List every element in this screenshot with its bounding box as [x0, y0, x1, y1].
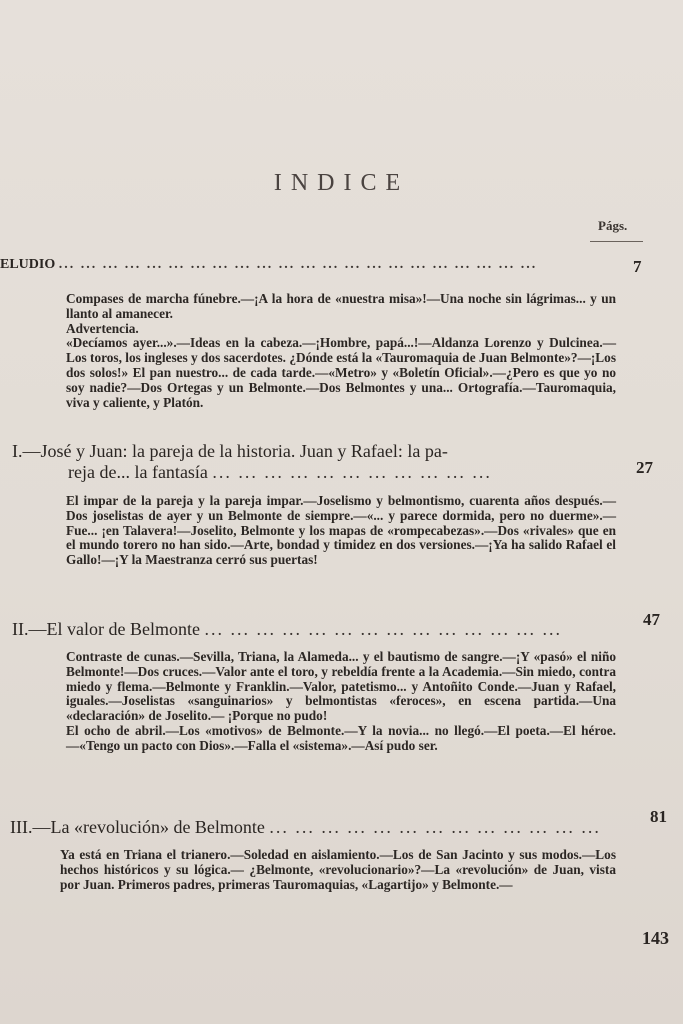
summary-paragraph: Ya está en Triana el trianero.—Soledad en aislamiento.—Los de San Jacinto y sus modos.—Los hechos históricos y su lógica.— ¿Belmonte, «revolucionario»?—La «revolución» de Juan, vista por Juan. Primeros padres, primeras Tauromaquias, «Lagartijo» y Belmonte.— [60, 847, 616, 892]
toc-leader-dots: ... ... ... ... ... ... ... ... ... ... ... ... ... ... ... ... ... ... ... ... ... ... [58, 257, 538, 272]
summary-paragraph: Contraste de cunas.—Sevilla, Triana, la Alameda... y el bautismo de sangre.—¡Y «pasó» el niño Belmonte!—Dos cruces.—Valor ante el toro, y rebeldía frente a la Academia.—Sin miedo, contra miedo y flema.—Belmonte y Franklin.—Valor, patetismo... y Antoñito Conde.—Juan y Rafael, iguales.—Joselistas «sanguinarios» y belmontistas «feroces», en escena partida.—Una «declaración» de Joselito.— ¡Porque no pudo! [66, 649, 616, 724]
toc-entry-label: III.—La «revolución» de Belmonte [10, 817, 265, 837]
toc-leader-dots: ... ... ... ... ... ... ... ... ... ... ... [212, 462, 492, 482]
page-title: INDICE [273, 170, 410, 196]
toc-entry-label: II.—El valor de Belmonte [12, 619, 200, 639]
pages-column-label: Págs. [598, 218, 628, 233]
summary-paragraph: El ocho de abril.—Los «motivos» de Belmonte.—Y la novia... no llegó.—El poeta.—El héroe.—«Tengo un pacto con Dios».—Falla el «sistema».—Así pudo ser. [66, 722, 616, 753]
summary-paragraph: El impar de la pareja y la pareja impar.—Joselismo y belmontismo, cuarenta años después.—Dos joselistas de ayer y un Belmonte de siempre.—«... y parece dormida, pero no duerme».—Fue... ¡en Talavera!—Joselito, Belmonte y los mapas de «rompecabezas».—Dos «rivales» que en el mundo torero no han sido.—Arte, bondad y timidez en dos versiones.—¡Ya ha salido Rafael el Gallo!—¡Y la Maestranza cerró sus puertas! [66, 493, 616, 568]
toc-leader-dots: ... ... ... ... ... ... ... ... ... ... ... ... ... ... [204, 619, 562, 639]
toc-entry-title [12, 619, 622, 640]
toc-entry-summary [66, 292, 616, 410]
toc-entry-title [0, 257, 610, 273]
toc-entry-summary [60, 848, 616, 892]
toc-entry-page: 7 [633, 257, 642, 276]
toc-entry-page: 81 [650, 807, 667, 826]
toc-entry-title [10, 817, 620, 838]
summary-paragraph: «Decíamos ayer...».—Ideas en la cabeza.—¡Hombre, papá...!—Aldanza Lorenzo y Dulcinea.—Los toros, los ingleses y dos sacerdotes. ¿Dónde está la «Tauromaquia de Juan Belmonte»?—¡Los dos solos!» El pan nuestro... de cada tarde.—«Metro» y «Boletín Oficial».—¿Pero es que yo no soy nadie?—Dos Ortegas y un Belmonte.—Dos Belmontes y una... Ortografía.—Tauromaquia, viva y caliente, y Platón. [66, 335, 616, 410]
toc-leader-dots: ... ... ... ... ... ... ... ... ... ... ... ... ... [269, 817, 601, 837]
summary-paragraph: Advertencia. [66, 320, 139, 336]
toc-entry-title [12, 441, 612, 483]
toc-entry-label: ELUDIO [0, 257, 56, 272]
toc-entry-page: 47 [643, 610, 660, 629]
pages-column-rule [590, 241, 643, 242]
page-number: 143 [642, 928, 669, 948]
toc-entry-label: reja de... la fantasía [68, 462, 208, 482]
toc-entry-label: I.—José y Juan: la pareja de la historia. Juan y Rafael: la pa- [12, 441, 448, 461]
toc-entry-summary [66, 494, 616, 568]
toc-entry-page: 27 [636, 458, 653, 477]
toc-entry-summary [66, 650, 616, 754]
summary-paragraph: Compases de marcha fúnebre.—¡A la hora de «nuestra misa»!—Una noche sin lágrimas... y un llanto al amanecer. [66, 291, 616, 321]
